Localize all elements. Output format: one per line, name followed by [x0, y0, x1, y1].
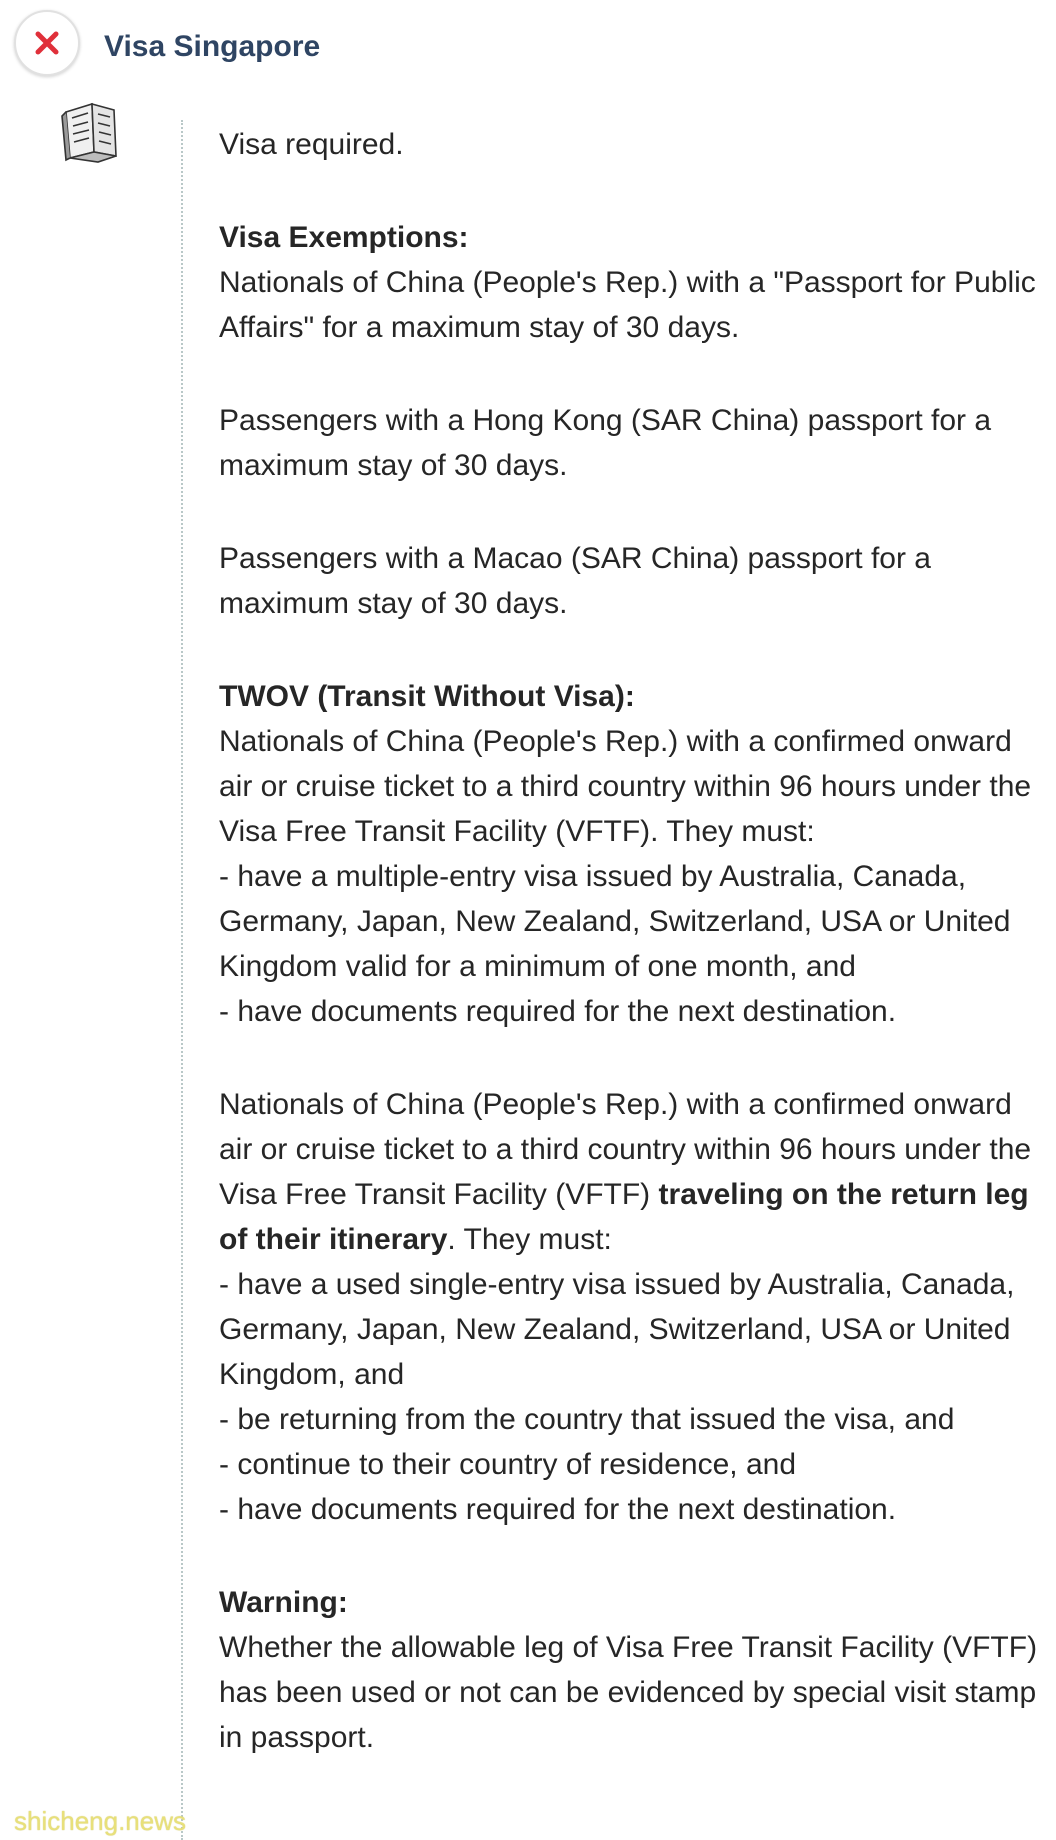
close-icon: [34, 30, 60, 56]
passport-book-icon: [58, 96, 128, 166]
visa-info-content: [219, 122, 1039, 1808]
close-button[interactable]: [14, 10, 80, 76]
twov-2-tail: . They must:: [447, 1223, 612, 1256]
twov-2-intro: Nationals of China (People's Rep.) with a confirmed onward air or cruise ticket to a third country within 96 hours under the Visa Free Transit Facility (VFTF): [219, 1088, 1032, 1211]
warning-heading: Warning:: [219, 1586, 348, 1619]
twov-section-1: [219, 674, 1039, 1034]
list-item: - have a used single-entry visa issued by Australia, Canada, Germany, Japan, New Zealand, Switzerland, USA or United Kingdom, and: [219, 1268, 1015, 1391]
exemptions-heading: Visa Exemptions:: [219, 221, 469, 254]
exemption-1: Nationals of China (People's Rep.) with a "Passport for Public Affairs" for a maximum stay of 30 days.: [219, 266, 1036, 344]
visa-required-text: Visa required.: [219, 128, 404, 161]
list-item: - have documents required for the next destination.: [219, 1493, 897, 1526]
list-item: - have a multiple-entry visa issued by Australia, Canada, Germany, Japan, New Zealand, Switzerland, USA or United Kingdom valid for a minimum of one month, and: [219, 860, 1011, 983]
twov-2-intro-block: [219, 1082, 1039, 1262]
exemption-3: Passengers with a Macao (SAR China) passport for a maximum stay of 30 days.: [219, 542, 931, 620]
list-item: - be returning from the country that issued the visa, and: [219, 1403, 955, 1436]
twov-2-bold: traveling on the return leg of their itinerary: [219, 1178, 1029, 1256]
twov-1-intro: Nationals of China (People's Rep.) with a confirmed onward air or cruise ticket to a third country within 96 hours under the Visa Free Transit Facility (VFTF). They must:: [219, 725, 1032, 848]
vertical-divider: [181, 120, 183, 1840]
exemption-2: Passengers with a Hong Kong (SAR China) passport for a maximum stay of 30 days.: [219, 404, 992, 482]
page-title: Visa Singapore: [104, 30, 321, 63]
warning-text: Whether the allowable leg of Visa Free Transit Facility (VFTF) has been used or not can be evidenced by special visit stamp in passport.: [219, 1631, 1038, 1754]
list-item: - have documents required for the next destination.: [219, 995, 897, 1028]
warning-section: [219, 1580, 1039, 1760]
watermark: shicheng.news: [14, 1806, 186, 1836]
exemptions-section: [219, 215, 1039, 350]
list-item: - continue to their country of residence, and: [219, 1448, 797, 1481]
twov-section-2: [219, 1082, 1039, 1532]
twov-heading: TWOV (Transit Without Visa):: [219, 680, 635, 713]
